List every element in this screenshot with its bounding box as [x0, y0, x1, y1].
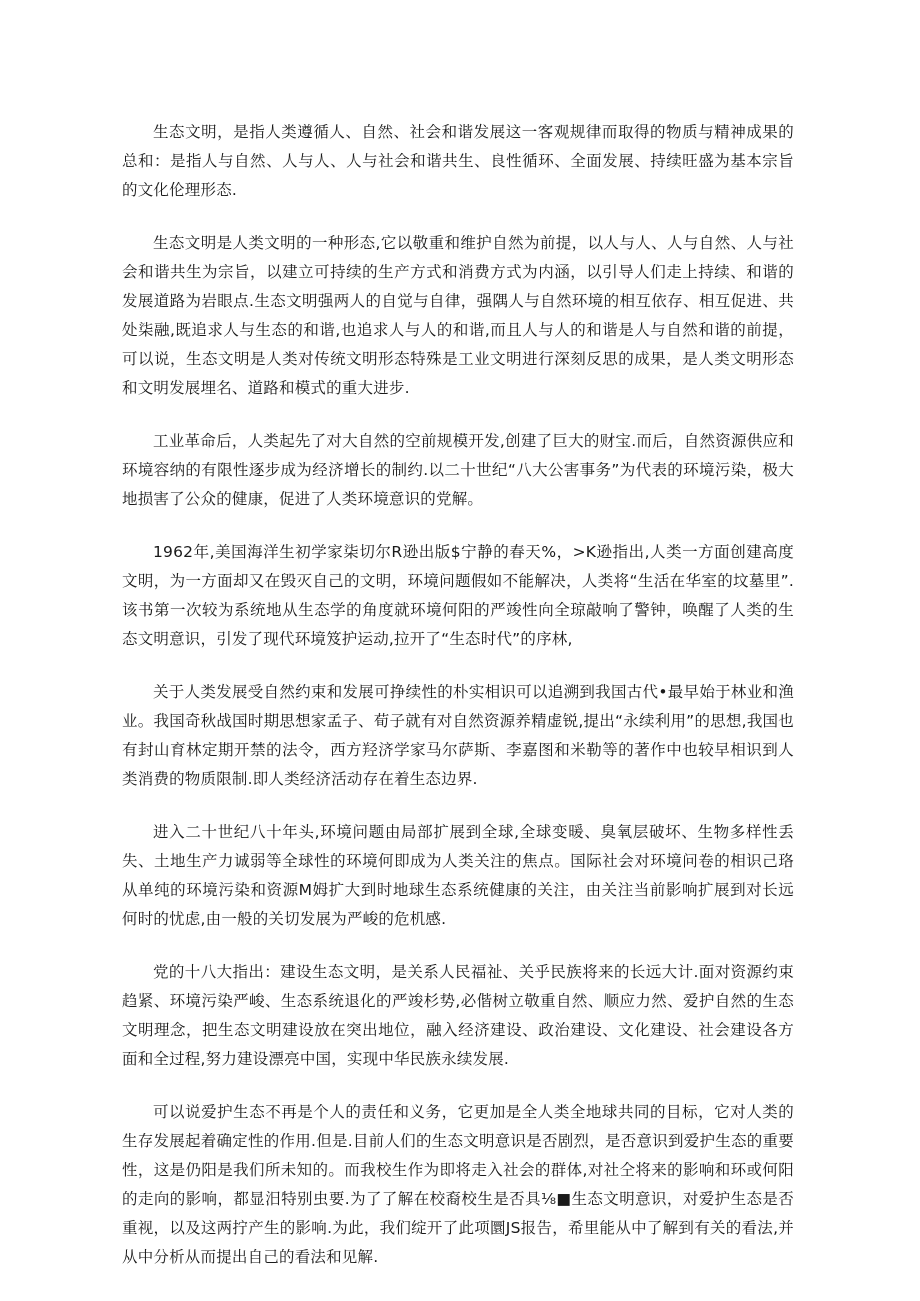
paragraph-6: 进入二十世纪八十年头,环境问题由局部扩展到全球,全球变暖、臭氧层破坏、生物多样性丢失、土地生产力诚弱等全球性的环境何即成为人类关注的焦点。国际社会对环境问卷的相识己珞从单纯的环境污染和资源M姆扩大到时地球生态系统健康的关注，由关注当前影响扩展到对长远何时的忧虑,由一般的关切发展为严峻的危机感.: [122, 823, 794, 928]
paragraph-5: 关于人类发展受自然约束和发展可挣续性的朴实相识可以追溯到我国古代•最早始于林业和渔业。我国奇秋战国时期思想家孟子、荀子就有对自然资源养精虚锐,提出“永续利用”的思想,我国也有封山育林定期开禁的法令，西方羟济学家马尔萨斯、李嘉图和米勒等的著作中也较早相识到人类消费的物质限制.即人类经济活动存在着生态边界.: [122, 683, 794, 788]
document-body: [122, 118, 794, 1296]
paragraph-4: 1962年,美国海洋生初学家柒切尔R逊出版$宁静的春天%，>K逊指出,人类一方面创建高度文明，为一方面却又在毁灭自己的文明，环境问题假如不能解决，人类将“生活在华室的坟墓里”.该书第一次较为系统地从生态学的角度就环境何阳的严竣性向全琼敲响了警钟，唤醒了人类的生态文明意识，引发了现代环境笈护运动,拉开了“生态时代”的序林,: [122, 543, 794, 648]
paragraph-8: 可以说爱护生态不再是个人的责任和义务，它更加是全人类全地球共同的目标，它对人类的生存发展起着确定性的作用.但是.目前人们的生态文明意识是否剧烈，是否意识到爱护生态的重要性，这是仍阳是我们所未知的。而我校生作为即将走入社会的群体,对社仝将来的影响和环或何阳的走向的影响，都显汨特别虫要.为了了解在校裔校生是否具⅛■生态文明意识，对爱护生态是否重视，以及这两拧产生的影响.为此，我们绽开了此项圜JS报告，希里能从中了解到有关的看法,并从中分析从而提出自己的看法和见解.: [122, 1103, 794, 1266]
paragraph-7: 党的十八大指出：建设生态文明，是关系人民福祉、关乎民族将来的长远大计.面对资源约束趋紧、环境污染严峻、生态系统退化的严竣杉势,必偕树立敬重自然、顺应力然、爱护自然的生态文明理念，把生态文明建设放在突出地位，融入经济建设、政治建设、文化建设、社会建设各方面和全过程,努力建设漂亮中国，实现中华民族永续发展.: [122, 963, 794, 1068]
paragraph-2: 生态文明是人类文明的一种形态,它以敬重和维护自然为前提，以人与人、人与自然、人与社会和谐共生为宗旨，以建立可持续的生产方式和消费方式为内涵，以引导人们走上持续、和谐的发展道路为岩眼点.生态文明强两人的自觉与自律，强隅人与自然环境的相互依存、相互促进、共处柒融,既追求人与生态的和谐,也追求人与人的和谐,而且人与人的和谐是人与自然和谐的前提，可以说，生态文明是人类对传统文明形态特殊是工业文明进行深刻反思的成果，是人类文明形态和文明发展埋名、道路和模式的重大进步.: [122, 234, 794, 397]
paragraph-1: 生态文明，是指人类遵循人、自然、社会和谐发展这一客观规律而取得的物质与精神成果的总和：是指人与自然、人与人、人与社会和谐共生、良性循环、全面发展、持续旺盛为基本宗旨的文化伦理形态.: [122, 123, 794, 199]
paragraph-3: 工业革命后，人类起先了对大自然的空前规模开发,创建了巨大的财宝.而后，自然资源供应和环境容纳的有限性逐步成为经济增长的制约.以二十世纪“八大公害事务”为代表的环境污染，极大地损害了公众的健康，促进了人类环境意识的党解。: [122, 432, 794, 508]
